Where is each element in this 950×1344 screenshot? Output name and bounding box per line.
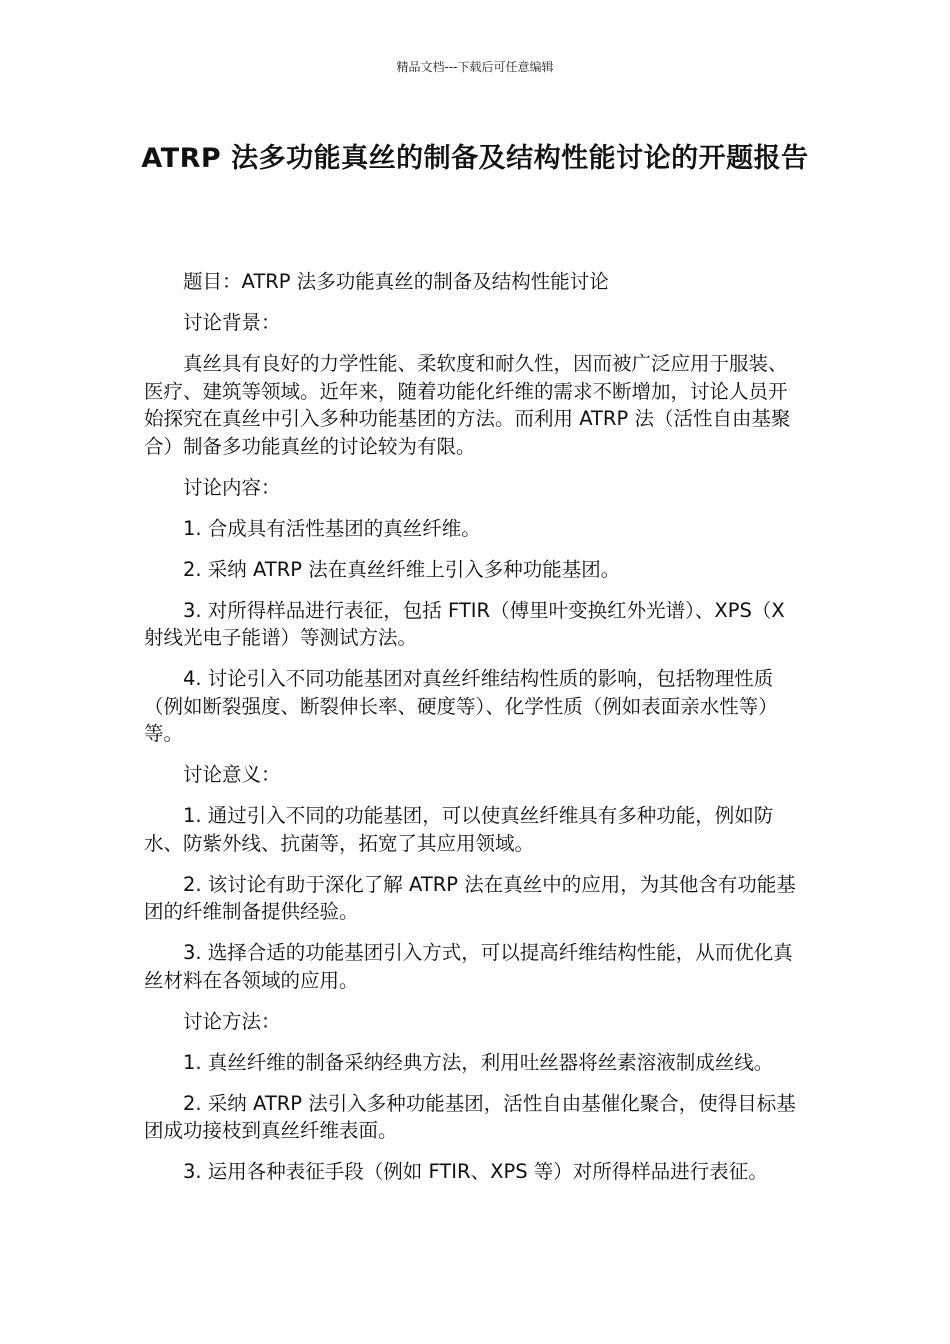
document-body: [144, 268, 806, 1199]
section-heading-methods: 讨论方法：: [183, 1009, 281, 1033]
section-heading-content: 讨论内容：: [183, 475, 281, 499]
topic-line: 题目：ATRP 法多功能真丝的制备及结构性能讨论: [183, 270, 609, 293]
header-note: 精品文档---下载后可任意编辑: [396, 60, 554, 74]
method-item: 2. 采纳 ATRP 法引入多种功能基团，活性自由基催化聚合，使得目标基团成功接枝到真丝纤维表面。: [144, 1091, 796, 1142]
content-item: 4. 讨论引入不同功能基团对真丝纤维结构性质的影响，包括物理性质（例如断裂强度、断裂伸长率、硬度等）、化学性质（例如表面亲水性等）等。: [144, 667, 778, 745]
section-heading-background: 讨论背景：: [183, 311, 281, 334]
content-item: 3. 对所得样品进行表征，包括 FTIR（傅里叶变换红外光谱）、XPS（X 射线光电子能谱）等测试方法。: [144, 598, 785, 649]
background-paragraph: 真丝具有良好的力学性能、柔软度和耐久性，因而被广泛应用于服装、医疗、建筑等领域。近年来，随着功能化纤维的需求不断增加，讨论人员开始探究在真丝中引入多种功能基团的方法。而利用 ATRP 法（活性自由基聚合）制备多功能真丝的讨论较为有限。: [144, 352, 791, 458]
method-item: 1. 真丝纤维的制备采纳经典方法，利用吐丝器将丝素溶液制成丝线。: [183, 1050, 774, 1074]
content-item: 1. 合成具有活性基团的真丝纤维。: [183, 516, 481, 540]
significance-item: 3. 选择合适的功能基团引入方式，可以提高纤维结构性能，从而优化真丝材料在各领域的应用。: [144, 941, 793, 992]
document-title: ATRP 法多功能真丝的制备及结构性能讨论的开题报告: [141, 143, 809, 174]
significance-item: 1. 通过引入不同的功能基团，可以使真丝纤维具有多种功能，例如防水、防紫外线、抗菌等，拓宽了其应用领域。: [144, 804, 774, 855]
content-item: 2. 采纳 ATRP 法在真丝纤维上引入多种功能基团。: [183, 557, 621, 581]
method-item: 3. 运用各种表征手段（例如 FTIR、XPS 等）对所得样品进行表征。: [183, 1160, 768, 1183]
significance-item: 2. 该讨论有助于深化了解 ATRP 法在真丝中的应用，为其他含有功能基团的纤维制备提供经验。: [144, 872, 796, 923]
section-heading-significance: 讨论意义：: [183, 763, 281, 786]
